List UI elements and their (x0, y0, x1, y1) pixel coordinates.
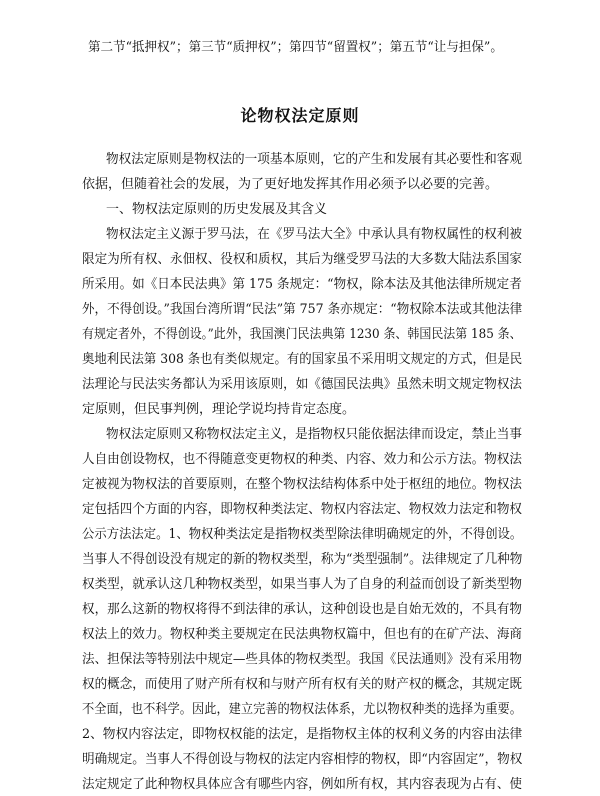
text-line: 物权法定原则又称物权法定主义，是指物权只能依据法律而设定，禁止当事 (106, 427, 523, 442)
text-line: 权，那么这新的物权将得不到法律的承认，这种创设也是自始无效的，不具有物 (82, 602, 523, 617)
section-heading: 一、物权法定原则的历史发展及其含义 (106, 202, 328, 217)
text-line: 人自由创设物权，也不得随意变更物权的种类、内容、效力和公示方法。物权法 (82, 452, 523, 467)
text-line: 奥地利民法第 308 条也有类似规定。有的国家虽不采用明文规定的方式，但是民 (82, 352, 523, 367)
text-line: 法理论与民法实务都认为采用该原则，如《德国民法典》虽然未明文规定物权法 (82, 377, 523, 392)
text-line: 不全面，也不科学。因此，建立完善的物权法体系，尤以物权种类的选择为重要。 (82, 702, 523, 717)
text-line: 法、担保法等特别法中规定—些具体的物权类型。我国《民法通则》没有采用物 (82, 652, 523, 667)
text-line: 外，不得创设。”我国台湾所谓“民法”第 757 条亦规定：“物权除本法或其他法律 (82, 302, 523, 317)
page-title: 论物权法定原则 (240, 106, 360, 125)
text-line: 定被视为物权法的首要原则，在整个物权法结构体系中处于枢纽的地位。物权法 (82, 477, 523, 492)
text-line: 2、物权内容法定，即物权权能的法定，是指物权主体的权利义务的内容由法律 (82, 727, 523, 742)
text-line: 法定规定了此种物权具体应含有哪些内容，例如所有权，其内容表现为占有、使 (82, 777, 523, 792)
text-line: 权的概念，而使用了财产所有权和与财产所有权有关的财产权的概念，其规定既 (82, 677, 523, 692)
text-line: 物权法定原则是物权法的一项基本原则，它的产生和发展有其必要性和客观 (106, 152, 523, 167)
text-line: 物权法定主义源于罗马法，在《罗马法大全》中承认具有物权属性的权利被 (106, 227, 523, 242)
text-line: 有规定者外，不得创设。”此外，我国澳门民法典第 1230 条、韩国民法第 185 条、 (82, 327, 522, 342)
text-line: 限定为所有权、永佃权、役权和质权，其后为继受罗马法的大多数大陆法系国家 (82, 252, 523, 267)
text-line: 权类型，就承认这几种物权类型，如果当事人为了自身的利益而创设了新类型物 (82, 577, 523, 592)
text-line: 公示方法法定。1、物权种类法定是指物权类型除法律明确规定的外，不得创设。 (82, 527, 523, 542)
text-line: 所采用。如《日本民法典》第 175 条规定：“物权，除本法及其他法律所规定者 (82, 277, 522, 292)
text-line: 依据，但随着社会的发展，为了更好地发挥其作用必须予以必要的完善。 (82, 177, 499, 192)
text-line: 明确规定。当事人不得创设与物权的法定内容相悖的物权，即“内容固定”，物权 (82, 752, 523, 767)
text-line: 当事人不得创设没有规定的新的物权类型，称为“类型强制”。法律规定了几种物 (82, 552, 523, 567)
text-line: 权法上的效力。物权种类主要规定在民法典物权篇中，但也有的在矿产法、海商 (82, 627, 523, 642)
text-line: 定原则，但民事判例，理论学说均持肯定态度。 (82, 402, 356, 417)
header-line: 第二节“抵押权”；第三节“质押权”；第四节“留置权”；第五节“让与担保”。 (88, 40, 503, 55)
text-line: 定包括四个方面的内容，即物权种类法定、物权内容法定、物权效力法定和物权 (82, 502, 523, 517)
